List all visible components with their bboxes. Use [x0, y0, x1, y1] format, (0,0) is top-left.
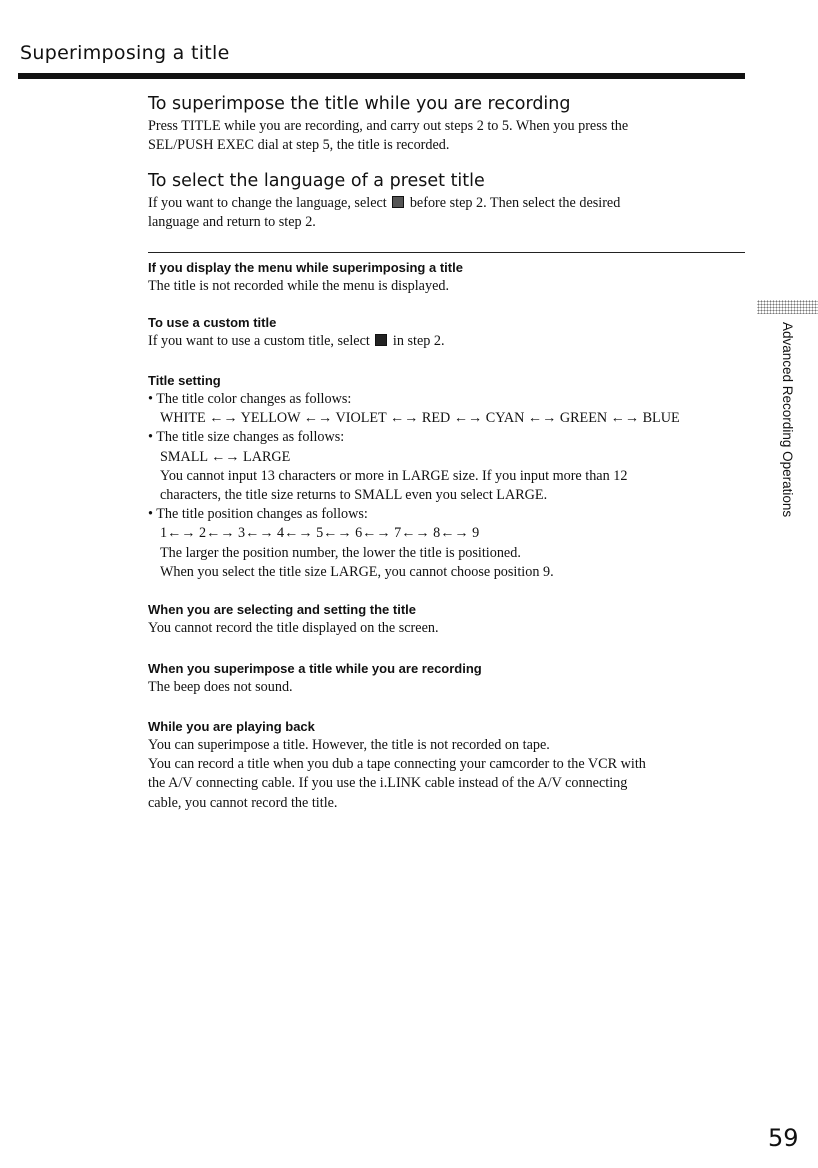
text-line: cable, you cannot record the title.	[148, 794, 338, 811]
text-line: Press TITLE while you are recording, and carry out steps 2 to 5. When you press the	[148, 118, 629, 134]
text: If you want to change the language, select	[148, 195, 387, 211]
bullet: • The title size changes as follows:	[148, 429, 345, 446]
text-line: You can record a title when you dub a tape connecting your camcorder to the VCR with	[148, 756, 646, 773]
note-text: You cannot record the title displayed on the screen.	[148, 620, 439, 636]
text-line: 1←→ 2←→ 3←→ 4←→ 5←→ 6←→ 7←→ 8←→ 9	[160, 525, 480, 542]
text-line: the A/V connecting cable. If you use the i.LINK cable instead of the A/V connecting	[148, 775, 628, 792]
text-line: When you select the title size LARGE, you cannot choose position 9.	[160, 563, 554, 580]
language-icon	[392, 196, 404, 208]
page-number: 59	[768, 1124, 799, 1152]
custom-title-icon	[375, 334, 387, 346]
bullet: • The title position changes as follows:	[148, 506, 368, 523]
text-line: language and return to step 2.	[148, 214, 316, 231]
text-line: You can superimpose a title. However, the title is not recorded on tape.	[148, 737, 550, 753]
note-text: The beep does not sound.	[148, 679, 293, 695]
header-rule	[18, 73, 745, 79]
note-heading: Title setting	[148, 373, 221, 388]
text: in step 2.	[392, 333, 445, 349]
text: If you want to use a custom title, select	[148, 333, 370, 349]
bullet: • The title color changes as follows:	[148, 391, 352, 407]
section-body	[148, 117, 628, 155]
text-line: You cannot input 13 characters or more in LARGE size. If you input more than 12	[160, 467, 628, 484]
text-line: SEL/PUSH EXEC dial at step 5, the title is recorded.	[148, 137, 450, 154]
text-line: characters, the title size returns to SMALL even you select LARGE.	[160, 487, 548, 504]
side-tab-label: Advanced Recording Operations	[780, 322, 795, 518]
note-heading: When you superimpose a title while you are recording	[148, 661, 482, 676]
section-heading: To superimpose the title while you are recording	[148, 94, 571, 114]
text-line: WHITE ←→ YELLOW ←→ VIOLET ←→ RED ←→ CYAN ←→ GREEN ←→ BLUE	[160, 410, 680, 427]
note-heading: When you are selecting and setting the title	[148, 602, 416, 617]
divider	[148, 252, 745, 253]
text: before step 2. Then select the desired	[409, 195, 621, 211]
note-text	[148, 332, 445, 351]
note-heading: While you are playing back	[148, 719, 315, 734]
text-line: The larger the position number, the lower the title is positioned.	[160, 544, 521, 561]
side-tab-marker	[757, 300, 818, 314]
page-header: Superimposing a title	[20, 42, 230, 64]
note-text	[148, 390, 680, 582]
note-heading: If you display the menu while superimposing a title	[148, 260, 463, 275]
note-heading: To use a custom title	[148, 315, 277, 330]
section-heading: To select the language of a preset title	[148, 171, 485, 191]
section-body	[148, 194, 620, 232]
note-text	[148, 736, 646, 813]
note-text: The title is not recorded while the menu is displayed.	[148, 278, 450, 294]
text-line: SMALL ←→ LARGE	[160, 448, 291, 465]
text-line	[148, 194, 620, 213]
